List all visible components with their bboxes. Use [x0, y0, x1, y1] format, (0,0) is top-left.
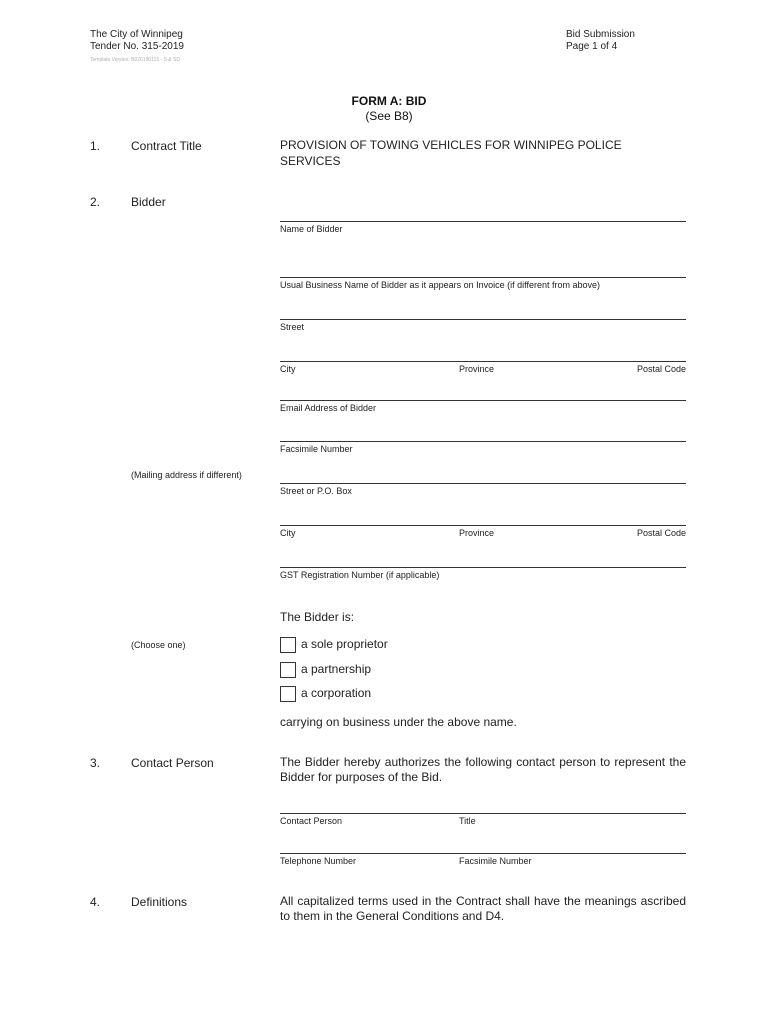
street-po-box-field[interactable] [280, 483, 686, 484]
province-label: Province [459, 364, 495, 374]
header-page-number: Page 1 of 4 [566, 41, 618, 52]
contact-facsimile-label: Facsimile Number [459, 856, 532, 866]
gst-label: GST Registration Number (if applicable) [280, 570, 440, 580]
section-3-label: Contact Person [131, 756, 214, 770]
gst-field[interactable] [280, 567, 686, 568]
telephone-label: Telephone Number [280, 856, 357, 866]
template-version: Template Version: B020190115 - S & SD [90, 57, 180, 63]
mailing-city-label: City [280, 528, 296, 538]
contract-title-line2: SERVICES [280, 154, 341, 168]
street-label: Street [280, 322, 305, 332]
city-label: City [280, 364, 296, 374]
choose-one-note: (Choose one) [131, 640, 186, 650]
mailing-province-label: Province [459, 528, 495, 538]
section-4-number: 4. [90, 895, 101, 909]
street-po-box-label: Street or P.O. Box [280, 486, 352, 496]
section-1-number: 1. [90, 139, 101, 153]
sole-proprietor-label: a sole proprietor [301, 637, 388, 651]
title-label: Title [459, 816, 476, 826]
telephone-facsimile-field[interactable] [280, 853, 686, 854]
bidder-is-text: The Bidder is: [280, 610, 355, 624]
contact-person-label: Contact Person [280, 816, 343, 826]
mailing-city-province-postal-field[interactable] [280, 525, 686, 526]
mailing-postal-code-label: Postal Code [636, 528, 686, 538]
definitions-text: All capitalized terms used in the Contract shall have the meanings ascribed to them in the General Conditions and D4. [280, 894, 686, 923]
header-tender: Tender No. 315-2019 [90, 41, 184, 52]
header-city: The City of Winnipeg [90, 29, 183, 40]
section-2-number: 2. [90, 195, 101, 209]
form-title: FORM A: BID [351, 94, 427, 108]
facsimile-label: Facsimile Number [280, 444, 353, 454]
contract-title-line1: PROVISION OF TOWING VEHICLES FOR WINNIPEG POLICE [280, 138, 622, 152]
contact-authorization-text: The Bidder hereby authorizes the following contact person to represent the Bidder for purposes of the Bid. [280, 755, 686, 784]
mailing-address-note: (Mailing address if different) [131, 470, 242, 480]
section-4-label: Definitions [131, 895, 188, 909]
city-province-postal-field[interactable] [280, 361, 686, 362]
partnership-label: a partnership [301, 662, 372, 676]
street-field[interactable] [280, 319, 686, 320]
partnership-checkbox[interactable] [280, 662, 296, 678]
facsimile-field[interactable] [280, 441, 686, 442]
email-field[interactable] [280, 400, 686, 401]
name-of-bidder-field[interactable] [280, 221, 686, 222]
contact-person-title-field[interactable] [280, 813, 686, 814]
section-1-label: Contract Title [131, 139, 202, 153]
header-bid-submission: Bid Submission [566, 29, 635, 40]
sole-proprietor-checkbox[interactable] [280, 637, 296, 653]
corporation-checkbox[interactable] [280, 686, 296, 702]
carrying-on-business-text: carrying on business under the above name. [280, 715, 517, 729]
business-name-label: Usual Business Name of Bidder as it appears on Invoice (if different from above) [280, 280, 600, 290]
section-3-number: 3. [90, 756, 101, 770]
postal-code-label: Postal Code [636, 364, 686, 374]
business-name-field[interactable] [280, 277, 686, 278]
email-label: Email Address of Bidder [280, 403, 377, 413]
section-2-label: Bidder [131, 195, 166, 209]
name-of-bidder-label: Name of Bidder [280, 224, 343, 234]
corporation-label: a corporation [301, 686, 372, 700]
form-subtitle: (See B8) [365, 109, 413, 123]
